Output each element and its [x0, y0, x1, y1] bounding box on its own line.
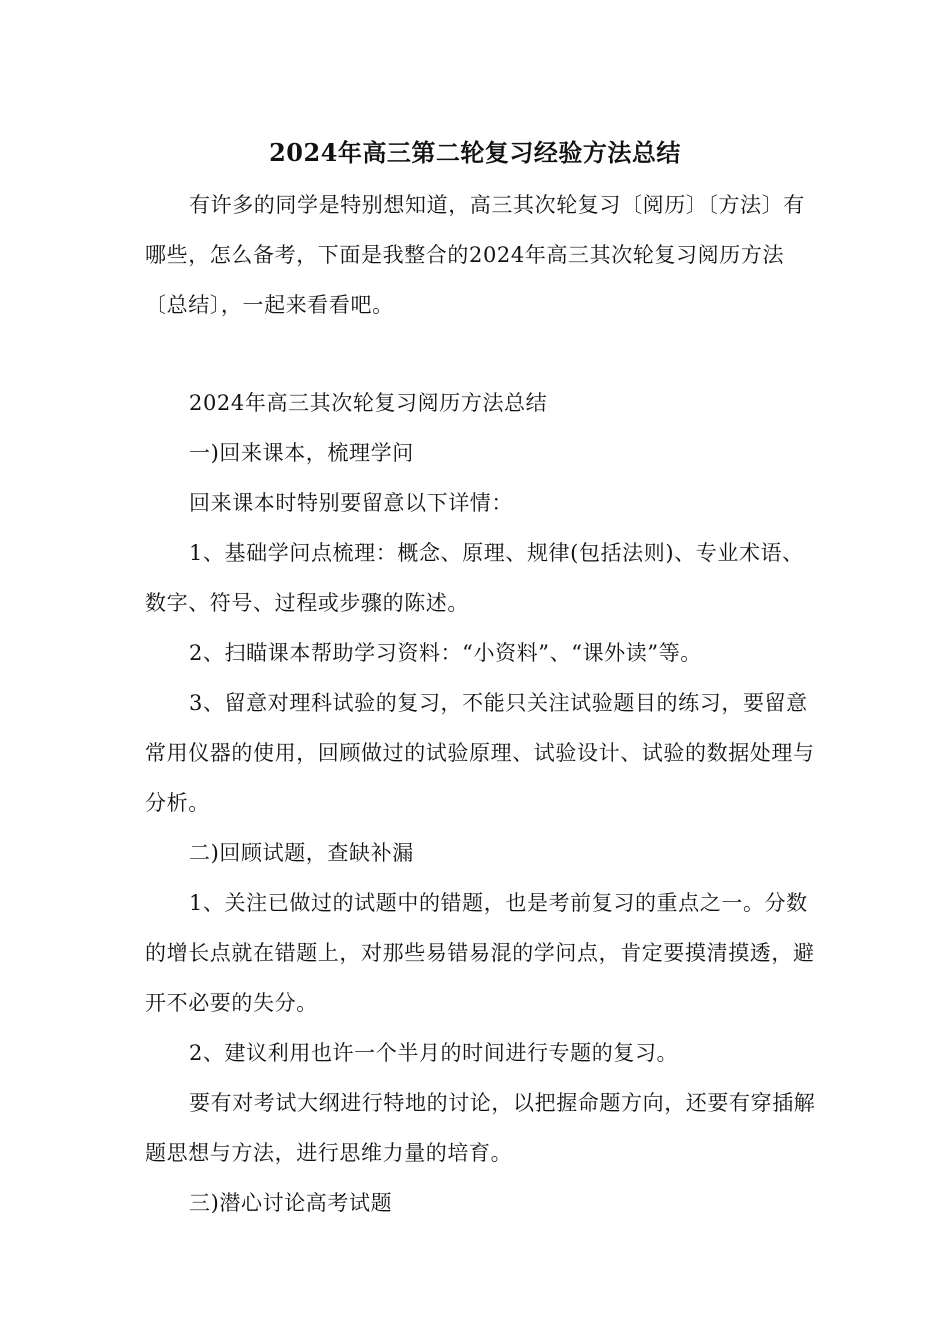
subheading-2: 二)回顾试题，查缺补漏 — [189, 841, 414, 865]
list-item-2: 2、扫瞄课本帮助学习资料：“小资料”、“课外读”等。 — [189, 641, 702, 665]
section-heading: 2024年高三其次轮复习阅历方法总结 — [189, 391, 548, 415]
intro-section — [145, 180, 820, 330]
paragraph: 要有对考试大纲进行特地的讨论，以把握命题方向，还要有穿插解题思想与方法，进行思维力量的培育。 — [145, 1091, 816, 1165]
main-section — [145, 378, 820, 1228]
list-item-4: 1、关注已做过的试题中的错题，也是考前复习的重点之一。分数的增长点就在错题上，对那些易错易混的学问点，肯定要摸清摸透，避开不必要的失分。 — [145, 891, 815, 1015]
intro-paragraph: 有许多的同学是特别想知道，高三其次轮复习〔阅历〕〔方法〕有哪些，怎么备考，下面是我整合的2024年高三其次轮复习阅历方法〔总结〕，一起来看看吧。 — [145, 193, 805, 317]
list-item-3: 3、留意对理科试验的复习，不能只关注试验题目的练习，要留意常用仪器的使用，回顾做过的试验原理、试验设计、试验的数据处理与分析。 — [145, 691, 815, 815]
list-item-1: 1、基础学问点梳理：概念、原理、规律(包括法则)、专业术语、数字、符号、过程或步骤的陈述。 — [145, 541, 804, 615]
subheading-3: 三)潜心讨论高考试题 — [189, 1191, 393, 1215]
list-item-5: 2、建议利用也许一个半月的时间进行专题的复习。 — [189, 1041, 679, 1065]
document-title: 2024年高三第二轮复习经验方法总结 — [269, 138, 681, 167]
subheading-1: 一)回来课本，梳理学问 — [189, 441, 414, 465]
paragraph: 回来课本时特别要留意以下详情： — [189, 491, 513, 515]
